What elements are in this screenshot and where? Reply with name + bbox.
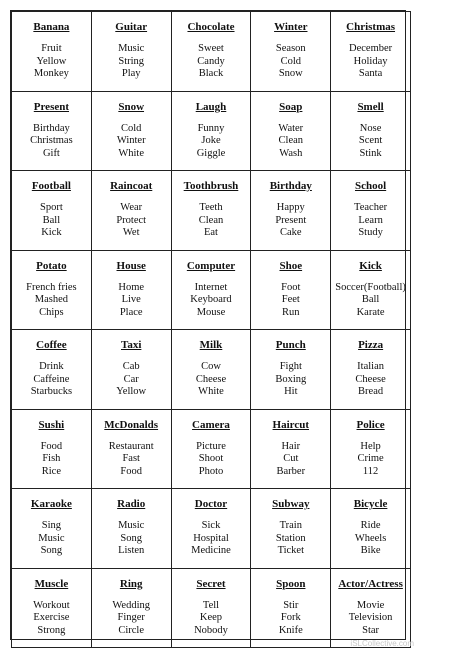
taboo-word: Music [118, 520, 145, 531]
taboo-word: Keyboard [190, 294, 232, 306]
taboo-word: Ride [360, 520, 381, 531]
card-taboo-words [251, 600, 330, 638]
card-title: Milk [199, 339, 223, 351]
taboo-word: Cold [280, 55, 301, 67]
taboo-word: Wheels [354, 532, 387, 544]
word-card [12, 330, 92, 410]
word-card [251, 330, 331, 410]
card-row [12, 568, 411, 648]
taboo-word: Star [362, 624, 380, 636]
card-row [12, 250, 411, 330]
taboo-word: Funny [197, 122, 225, 134]
card-taboo-words [172, 282, 251, 320]
taboo-word: Cheese [355, 373, 386, 385]
taboo-word: Fight [279, 361, 302, 372]
card-title: Laugh [195, 100, 227, 113]
card-taboo-words [172, 43, 251, 81]
card-taboo-words [12, 361, 91, 399]
card-title: Potato [36, 259, 67, 272]
card-title: Radio [117, 498, 146, 510]
word-card [91, 91, 171, 171]
taboo-word: Wash [279, 147, 303, 159]
word-card [331, 330, 411, 410]
word-card [12, 409, 92, 489]
taboo-word: Workout [33, 599, 70, 611]
word-card [331, 409, 411, 489]
taboo-word: Cow [201, 361, 221, 372]
taboo-word: Train [279, 520, 302, 531]
taboo-word: Water [278, 122, 304, 134]
word-card [251, 409, 331, 489]
word-card [171, 409, 251, 489]
card-taboo-words [331, 600, 410, 638]
card-title: Police [356, 418, 385, 431]
card-taboo-words [251, 361, 330, 399]
card-grid [11, 11, 411, 648]
taboo-word: White [198, 386, 224, 398]
taboo-word: Candy [197, 55, 225, 67]
word-card [91, 568, 171, 648]
card-title: Taxi [121, 339, 142, 351]
taboo-word: Music [118, 43, 145, 54]
taboo-word: Clean [278, 135, 304, 147]
taboo-word: Nobody [194, 624, 228, 636]
taboo-word: Snow [278, 68, 303, 80]
taboo-word: Chips [39, 306, 64, 318]
taboo-word: December [349, 43, 393, 54]
taboo-word: Hit [284, 386, 298, 398]
taboo-word: Season [275, 43, 306, 54]
word-card [91, 12, 171, 92]
taboo-word: Help [360, 440, 381, 452]
taboo-word: Winter [116, 135, 146, 147]
card-taboo-words [92, 43, 171, 81]
card-title: Christmas [346, 21, 396, 33]
taboo-word: Happy [276, 202, 305, 213]
word-card [12, 489, 92, 569]
taboo-word: Feet [281, 294, 300, 306]
card-row [12, 330, 411, 410]
card-taboo-words [92, 361, 171, 399]
taboo-word: Study [358, 227, 383, 239]
taboo-word: Place [119, 306, 143, 318]
taboo-word: Fish [42, 453, 61, 465]
taboo-word: Santa [358, 68, 383, 80]
card-title: Computer [186, 259, 236, 272]
taboo-word: Song [120, 532, 142, 544]
taboo-word: String [118, 55, 145, 67]
card-title: Guitar [115, 21, 148, 33]
taboo-word: Joke [201, 135, 221, 147]
card-row [12, 409, 411, 489]
taboo-word: Starbucks [30, 386, 73, 398]
taboo-word: Sport [40, 202, 63, 213]
card-taboo-words [92, 520, 171, 558]
taboo-word: Song [40, 545, 63, 557]
card-title: House [116, 259, 146, 272]
taboo-word: Exercise [33, 612, 70, 624]
card-title: Banana [33, 21, 70, 33]
card-title: Chocolate [187, 21, 235, 33]
taboo-word: Picture [196, 440, 226, 452]
card-title: Toothbrush [183, 180, 239, 192]
taboo-word: Shoot [198, 453, 224, 465]
word-card [91, 409, 171, 489]
card-title: Secret [196, 577, 226, 590]
card-taboo-words [12, 43, 91, 81]
card-title: Karaoke [30, 498, 72, 510]
card-taboo-words [251, 202, 330, 240]
card-title: Birthday [269, 180, 312, 192]
card-title: School [354, 180, 387, 192]
card-taboo-words [92, 600, 171, 638]
taboo-word: Play [121, 68, 141, 80]
taboo-word: Restaurant [108, 440, 154, 452]
word-card [251, 250, 331, 330]
card-taboo-words [12, 520, 91, 558]
card-title: Camera [192, 418, 230, 431]
taboo-word: Run [282, 306, 300, 318]
taboo-word: Monkey [33, 68, 69, 80]
word-card [12, 12, 92, 92]
taboo-word: Ball [42, 214, 61, 226]
card-title: McDonalds [104, 418, 159, 431]
card-taboo-words [172, 202, 251, 240]
taboo-word: Karate [356, 306, 385, 318]
card-row [12, 171, 411, 251]
card-title: Doctor [194, 498, 228, 510]
taboo-word: Teacher [354, 202, 388, 213]
taboo-word: Eat [203, 227, 218, 239]
taboo-word: Drink [39, 361, 64, 372]
taboo-word: Mouse [196, 306, 226, 318]
word-card [12, 568, 92, 648]
taboo-word: Hospital [193, 532, 229, 544]
word-card [12, 171, 92, 251]
card-title: Ring [119, 577, 143, 590]
taboo-word: Television [348, 612, 393, 624]
card-taboo-words [251, 441, 330, 479]
card-title: Actor/Actress [338, 577, 403, 590]
taboo-word: Cake [280, 227, 302, 239]
taboo-word: Stink [359, 147, 382, 159]
word-card [171, 12, 251, 92]
card-taboo-words [331, 361, 410, 399]
card-title: Raincoat [110, 180, 153, 192]
card-title: Subway [272, 498, 310, 510]
card-title: Bicycle [353, 498, 388, 510]
card-row [12, 489, 411, 569]
card-taboo-words [172, 361, 251, 399]
taboo-word: Internet [194, 281, 228, 293]
word-card [171, 171, 251, 251]
watermark: iSLCollective.com [350, 639, 414, 648]
card-title: Coffee [36, 339, 67, 351]
word-card [91, 330, 171, 410]
card-title: Haircut [272, 418, 310, 431]
taboo-word: Wedding [112, 599, 151, 611]
card-title: Snow [118, 100, 145, 113]
card-taboo-words [251, 520, 330, 558]
card-taboo-words [331, 202, 410, 240]
card-taboo-words [172, 441, 251, 479]
taboo-word: Foot [281, 281, 301, 293]
taboo-word: Keep [199, 612, 223, 624]
taboo-word: Scent [358, 135, 383, 147]
taboo-word: Tell [202, 599, 220, 611]
taboo-word: Giggle [196, 147, 226, 159]
word-card [91, 171, 171, 251]
word-card [331, 171, 411, 251]
taboo-word: Bike [360, 545, 381, 557]
word-card [171, 250, 251, 330]
card-title: Punch [275, 339, 306, 351]
word-card [331, 12, 411, 92]
word-card [251, 568, 331, 648]
card-title: Winter [274, 21, 308, 33]
taboo-word: Barber [276, 465, 306, 477]
taboo-word: Christmas [30, 135, 73, 147]
taboo-word: Wet [122, 227, 140, 239]
taboo-word: Hair [281, 440, 301, 452]
taboo-word: Movie [356, 599, 385, 611]
taboo-word: Fast [122, 453, 140, 465]
card-taboo-words [12, 600, 91, 638]
taboo-word: Cab [122, 361, 140, 372]
card-taboo-words [12, 441, 91, 479]
word-card [171, 568, 251, 648]
word-card [331, 91, 411, 171]
card-title: Football [31, 180, 71, 192]
taboo-word: Bread [358, 386, 384, 398]
taboo-word: Fork [280, 612, 301, 624]
word-card [331, 250, 411, 330]
taboo-word: Food [40, 440, 63, 452]
taboo-word: Yellow [116, 386, 147, 398]
card-taboo-words [12, 123, 91, 161]
word-card [251, 171, 331, 251]
word-card [91, 489, 171, 569]
taboo-word: Sing [41, 520, 62, 531]
card-row [12, 12, 411, 92]
taboo-word: Wear [120, 202, 143, 213]
taboo-word: Learn [358, 214, 383, 226]
taboo-word: Station [275, 532, 306, 544]
taboo-word: Finger [117, 612, 145, 624]
card-taboo-words [331, 441, 410, 479]
taboo-word: Caffeine [33, 373, 70, 385]
taboo-word: Fruit [41, 43, 62, 54]
taboo-word: Soccer(Football) [335, 281, 406, 293]
card-taboo-words [92, 202, 171, 240]
taboo-word: Ticket [277, 545, 305, 557]
card-taboo-words [172, 600, 251, 638]
taboo-word: Protect [116, 214, 147, 226]
taboo-word: Holiday [353, 55, 388, 67]
taboo-word: Clean [198, 214, 224, 226]
taboo-word: Crime [357, 453, 384, 465]
taboo-word: Car [123, 373, 139, 385]
taboo-word: 112 [362, 465, 379, 477]
card-taboo-words [251, 43, 330, 81]
taboo-word: Gift [42, 147, 60, 159]
card-title: Muscle [34, 577, 69, 590]
taboo-word: Knife [278, 624, 303, 636]
taboo-word: Cheese [195, 373, 227, 385]
taboo-word: Black [198, 68, 224, 80]
taboo-word: Live [121, 294, 141, 306]
taboo-word: Sick [201, 520, 221, 531]
card-title: Spoon [276, 577, 306, 590]
taboo-word: Music [38, 532, 65, 544]
card-title: Soap [279, 100, 303, 113]
taboo-word: Medicine [191, 545, 231, 557]
card-title: Kick [359, 259, 382, 272]
taboo-word: Sweet [198, 43, 224, 54]
taboo-word: Strong [37, 624, 66, 636]
card-taboo-words [92, 282, 171, 320]
word-card [331, 568, 411, 648]
card-taboo-words [251, 123, 330, 161]
card-title: Sushi [38, 418, 65, 431]
word-card [251, 91, 331, 171]
card-title: Pizza [358, 339, 384, 351]
taboo-word: Kick [41, 227, 62, 239]
card-title: Smell [357, 100, 384, 113]
card-taboo-words [92, 123, 171, 161]
taboo-word: Teeth [199, 202, 223, 213]
taboo-word: Mashed [34, 294, 69, 306]
taboo-word: Photo [198, 465, 224, 477]
word-card [171, 489, 251, 569]
taboo-word: Present [275, 214, 307, 226]
taboo-word: Yellow [36, 55, 67, 67]
taboo-word: Food [120, 465, 142, 477]
card-taboo-words [92, 441, 171, 479]
card-taboo-words [331, 43, 410, 81]
taboo-card-sheet [10, 10, 406, 640]
taboo-word: Nose [359, 122, 382, 134]
taboo-word: French fries [26, 281, 77, 293]
word-card [171, 330, 251, 410]
card-title: Shoe [279, 259, 303, 272]
card-row [12, 91, 411, 171]
word-card [12, 91, 92, 171]
card-taboo-words [172, 520, 251, 558]
taboo-word: Cold [120, 122, 142, 134]
word-card [91, 250, 171, 330]
taboo-word: Italian [357, 361, 384, 372]
card-taboo-words [331, 520, 410, 558]
taboo-word: Ball [361, 294, 380, 306]
word-card [12, 250, 92, 330]
card-taboo-words [12, 202, 91, 240]
taboo-word: Birthday [33, 122, 70, 134]
word-card [331, 489, 411, 569]
word-card [171, 91, 251, 171]
taboo-word: Listen [118, 545, 145, 557]
card-taboo-words [331, 123, 410, 161]
taboo-word: Boxing [275, 373, 307, 385]
taboo-word: Cut [283, 453, 299, 465]
card-taboo-words [172, 123, 251, 161]
taboo-word: Rice [41, 465, 62, 477]
taboo-word: Stir [283, 599, 299, 611]
card-title: Present [33, 100, 70, 113]
word-card [251, 489, 331, 569]
taboo-word: Circle [118, 624, 145, 636]
card-taboo-words [12, 282, 91, 320]
taboo-word: White [118, 147, 145, 159]
taboo-word: Home [118, 281, 145, 293]
word-card [251, 12, 331, 92]
card-taboo-words [251, 282, 330, 320]
card-taboo-words [331, 282, 410, 320]
